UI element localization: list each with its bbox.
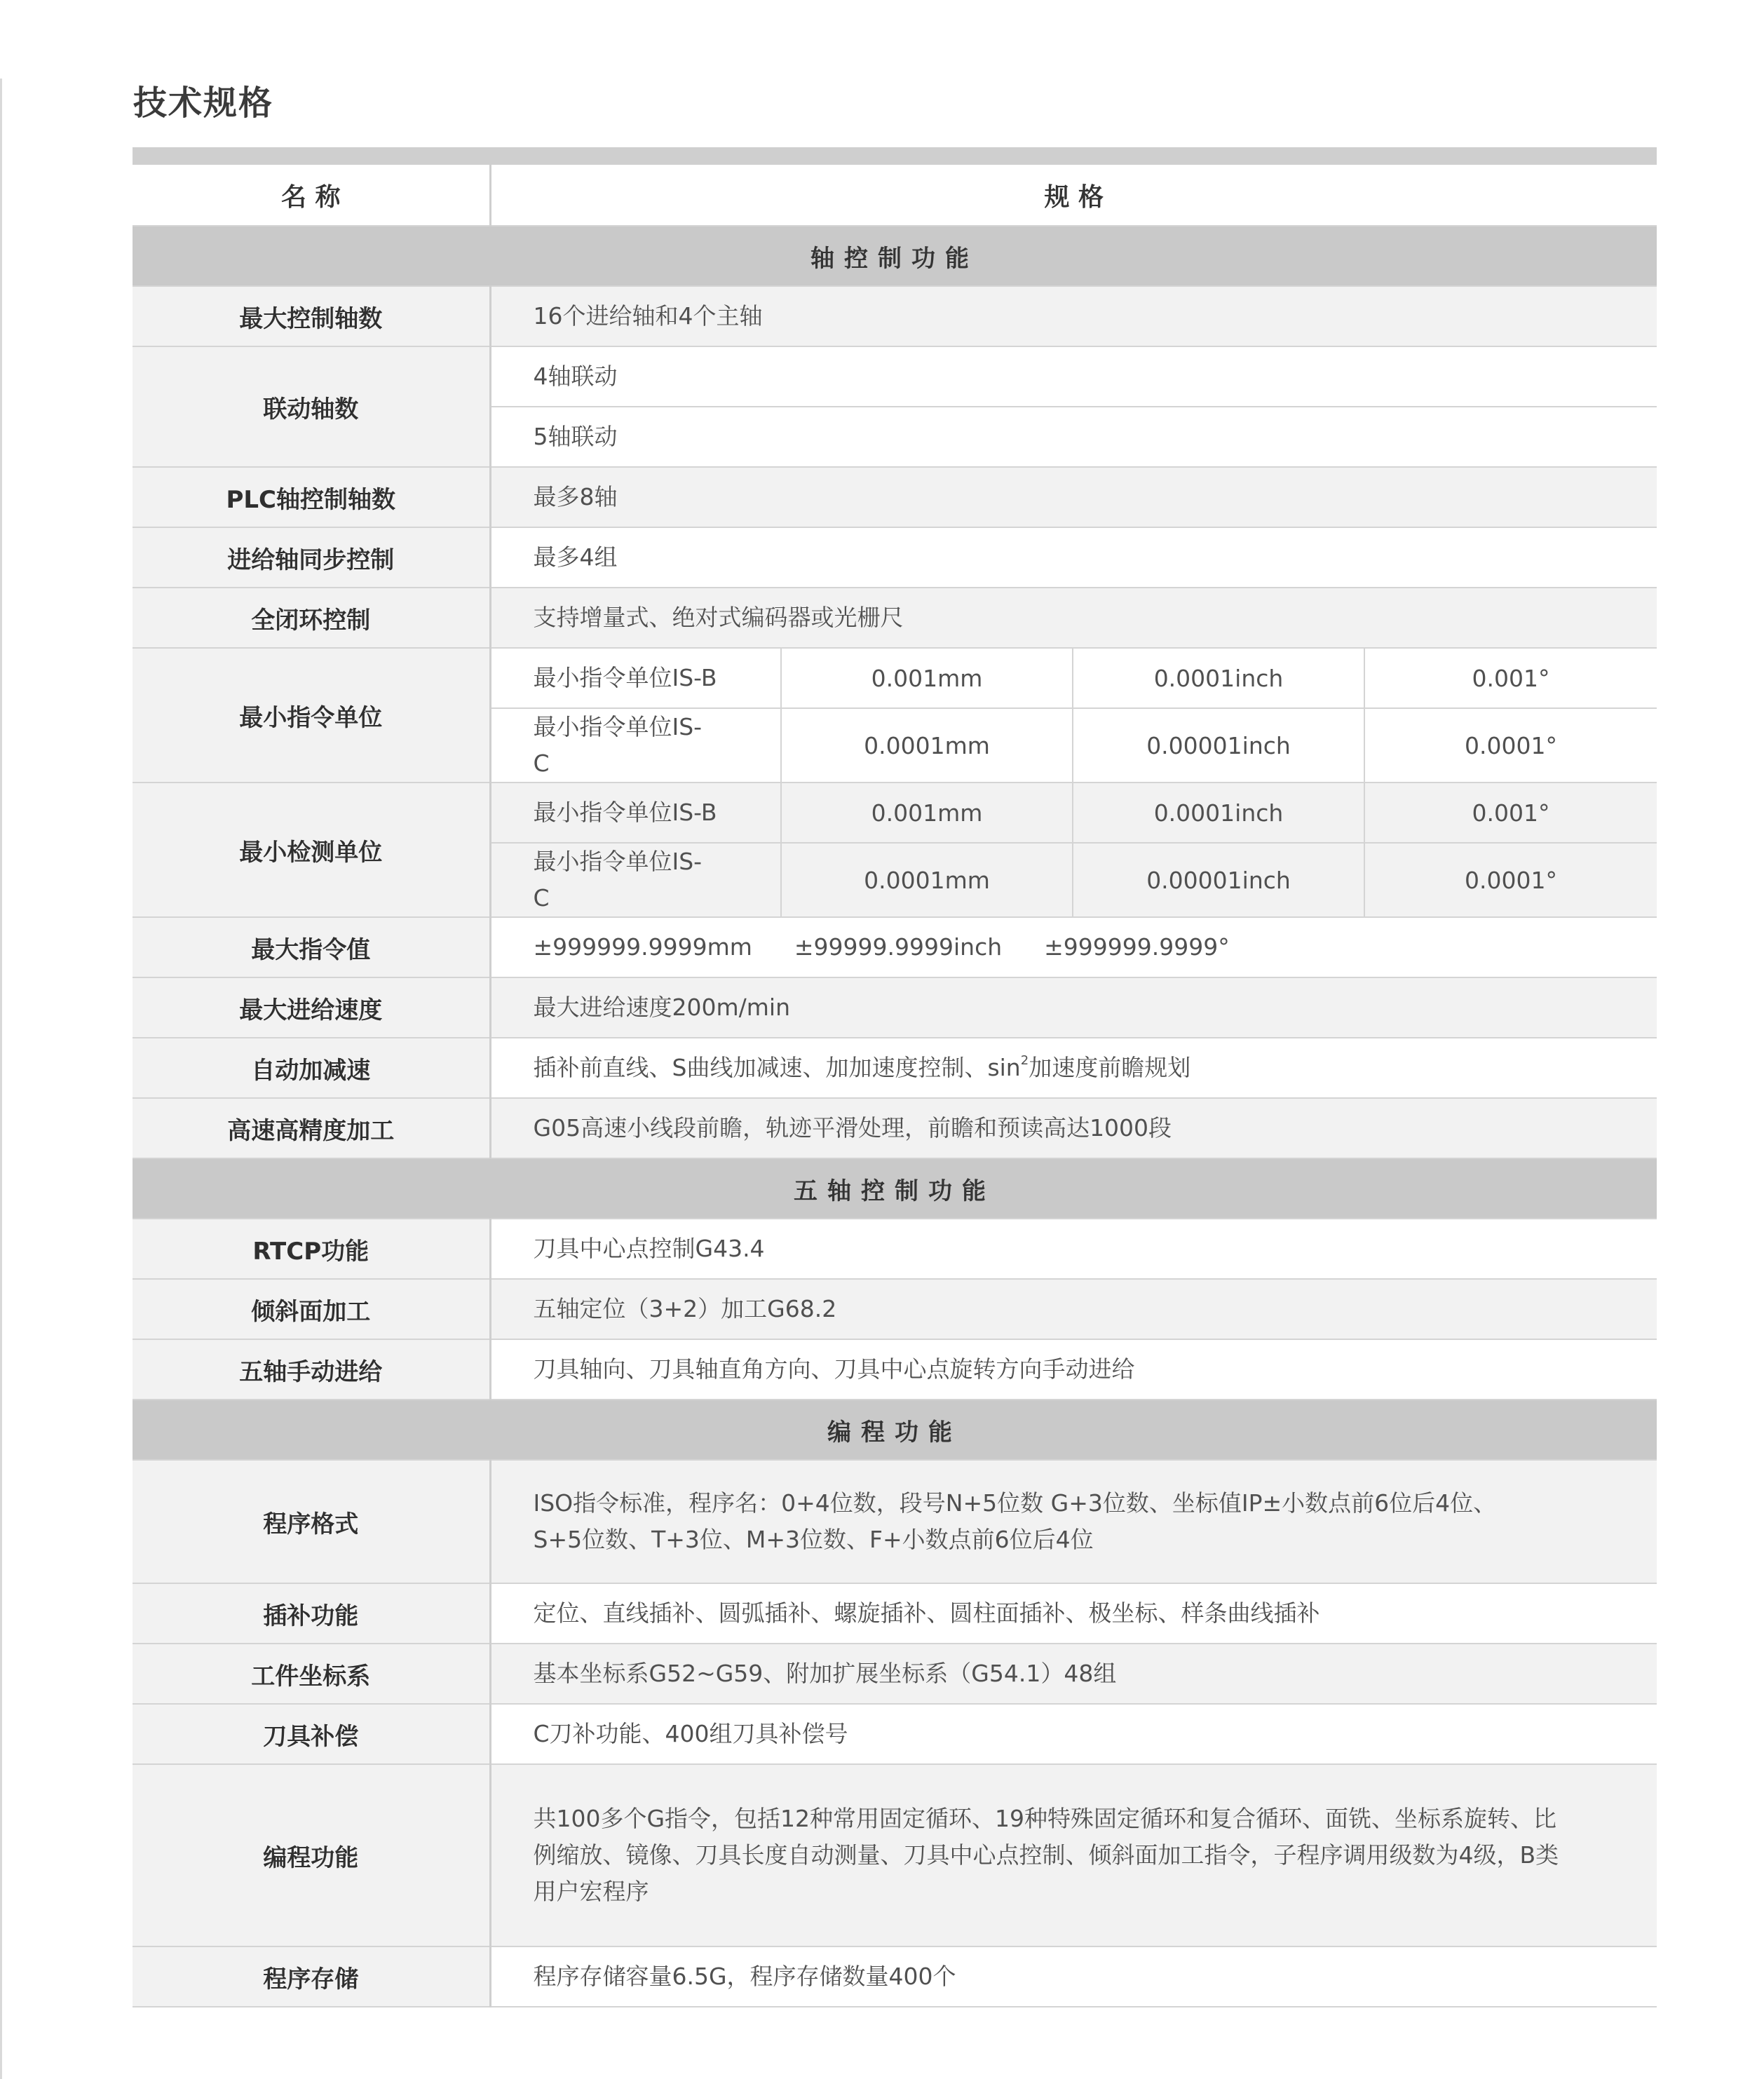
row-label: 插补功能: [133, 1583, 490, 1644]
row-value: 基本坐标系G52~G59、附加扩展坐标系（G54.1）48组: [490, 1644, 1657, 1704]
value-line: S+5位数、T+3位、M+3位数、F+小数点前6位后4位: [533, 1526, 1094, 1553]
table-row: [133, 917, 1657, 977]
table-row: [133, 467, 1657, 527]
table-row: [133, 527, 1657, 588]
table-row: [133, 588, 1657, 648]
spec-table: [133, 165, 1657, 2007]
superscript: 2: [1020, 1053, 1029, 1068]
row-label: 自动加减速: [133, 1038, 490, 1098]
table-row: [133, 1704, 1657, 1764]
max-value-mm: ±999999.9999mm: [533, 933, 752, 961]
row-label: 编程功能: [133, 1764, 490, 1946]
table-row: [133, 783, 1657, 843]
value-line: 共100多个G指令，包括12种常用固定循环、19种特殊固定循环和复合循环、面铣、坐标系旋转、比: [533, 1805, 1557, 1832]
row-label: 联动轴数: [133, 346, 490, 467]
table-row: [133, 1279, 1657, 1339]
unit-name: 最小指令单位IS-B: [490, 648, 781, 708]
table-row: [133, 346, 1657, 407]
header-spec: 规 格: [490, 165, 1657, 226]
row-label: PLC轴控制轴数: [133, 467, 490, 527]
unit-inch: 0.0001inch: [1073, 648, 1364, 708]
unit-mm: 0.0001mm: [781, 708, 1073, 783]
table-row: [133, 1098, 1657, 1158]
max-value-degree: ±999999.9999°: [1044, 933, 1230, 961]
unit-mm: 0.001mm: [781, 648, 1073, 708]
page-title: 技术规格: [133, 83, 274, 123]
row-value: 16个进给轴和4个主轴: [490, 286, 1657, 346]
row-label: 工件坐标系: [133, 1644, 490, 1704]
unit-mm: 0.001mm: [781, 783, 1073, 843]
row-value: [490, 917, 1657, 977]
table-row: [133, 1764, 1657, 1946]
unit-inch: 0.00001inch: [1073, 843, 1364, 917]
row-label: 高速高精度加工: [133, 1098, 490, 1158]
row-value: G05高速小线段前瞻，轨迹平滑处理，前瞻和预读高达1000段: [490, 1098, 1657, 1158]
unit-degree: 0.0001°: [1364, 708, 1657, 783]
row-label: 程序格式: [133, 1460, 490, 1583]
row-label: 全闭环控制: [133, 588, 490, 648]
row-value: [490, 1460, 1657, 1583]
section-title: 五轴控制功能: [133, 1158, 1657, 1219]
row-value: 定位、直线插补、圆弧插补、螺旋插补、圆柱面插补、极坐标、样条曲线插补: [490, 1583, 1657, 1644]
value-line: 例缩放、镜像、刀具长度自动测量、刀具中心点控制、倾斜面加工指令，子程序调用级数为4级，B类: [533, 1841, 1559, 1869]
row-value: C刀补功能、400组刀具补偿号: [490, 1704, 1657, 1764]
row-label: 最小检测单位: [133, 783, 490, 917]
row-label: 最大控制轴数: [133, 286, 490, 346]
table-row: [133, 977, 1657, 1038]
unit-inch: 0.0001inch: [1073, 783, 1364, 843]
row-label: 五轴手动进给: [133, 1339, 490, 1400]
row-value: [490, 1038, 1657, 1098]
table-top-band: [133, 147, 1657, 165]
unit-degree: 0.0001°: [1364, 843, 1657, 917]
row-label: 最大指令值: [133, 917, 490, 977]
row-label: 倾斜面加工: [133, 1279, 490, 1339]
row-label: RTCP功能: [133, 1219, 490, 1279]
row-value: 最多8轴: [490, 467, 1657, 527]
table-header-row: [133, 165, 1657, 226]
unit-degree: 0.001°: [1364, 783, 1657, 843]
row-label: 程序存储: [133, 1946, 490, 2007]
section-title: 编程功能: [133, 1400, 1657, 1460]
table-row: [133, 1339, 1657, 1400]
unit-name: 最小指令单位IS-C: [490, 708, 781, 783]
row-value: 5轴联动: [490, 407, 1657, 467]
row-value: 程序存储容量6.5G，程序存储数量400个: [490, 1946, 1657, 2007]
max-value-inch: ±99999.9999inch: [794, 933, 1003, 961]
row-value: 最大进给速度200m/min: [490, 977, 1657, 1038]
table-row: [133, 1219, 1657, 1279]
value-line: ISO指令标准，程序名：0+4位数，段号N+5位数 G+3位数、坐标值IP±小数点前6位后4位、: [533, 1489, 1497, 1517]
row-value: 刀具轴向、刀具轴直角方向、刀具中心点旋转方向手动进给: [490, 1339, 1657, 1400]
row-label: 最小指令单位: [133, 648, 490, 783]
table-row: [133, 648, 1657, 708]
row-value: 刀具中心点控制G43.4: [490, 1219, 1657, 1279]
value-line: 用户宏程序: [533, 1878, 649, 1905]
row-value: 最多4组: [490, 527, 1657, 588]
row-label: 进给轴同步控制: [133, 527, 490, 588]
row-value: [490, 1764, 1657, 1946]
unit-name: 最小指令单位IS-B: [490, 783, 781, 843]
section-title: 轴控制功能: [133, 226, 1657, 286]
table-row: [133, 1583, 1657, 1644]
value-text: 加速度前瞻规划: [1029, 1054, 1191, 1081]
row-value: 五轴定位（3+2）加工G68.2: [490, 1279, 1657, 1339]
section-axis-control: [133, 226, 1657, 286]
unit-inch: 0.00001inch: [1073, 708, 1364, 783]
section-five-axis: [133, 1158, 1657, 1219]
row-value: 支持增量式、绝对式编码器或光栅尺: [490, 588, 1657, 648]
table-row: [133, 1644, 1657, 1704]
table-row: [133, 1038, 1657, 1098]
table-row: [133, 286, 1657, 346]
page-left-rule: [0, 79, 2, 2079]
unit-mm: 0.0001mm: [781, 843, 1073, 917]
section-programming: [133, 1400, 1657, 1460]
unit-name: 最小指令单位IS-C: [490, 843, 781, 917]
row-label: 刀具补偿: [133, 1704, 490, 1764]
row-value: 4轴联动: [490, 346, 1657, 407]
table-row: [133, 1460, 1657, 1583]
unit-degree: 0.001°: [1364, 648, 1657, 708]
header-name: 名 称: [133, 165, 490, 226]
table-row: [133, 1946, 1657, 2007]
row-label: 最大进给速度: [133, 977, 490, 1038]
value-text: 插补前直线、S曲线加减速、加加速度控制、sin: [533, 1054, 1021, 1081]
